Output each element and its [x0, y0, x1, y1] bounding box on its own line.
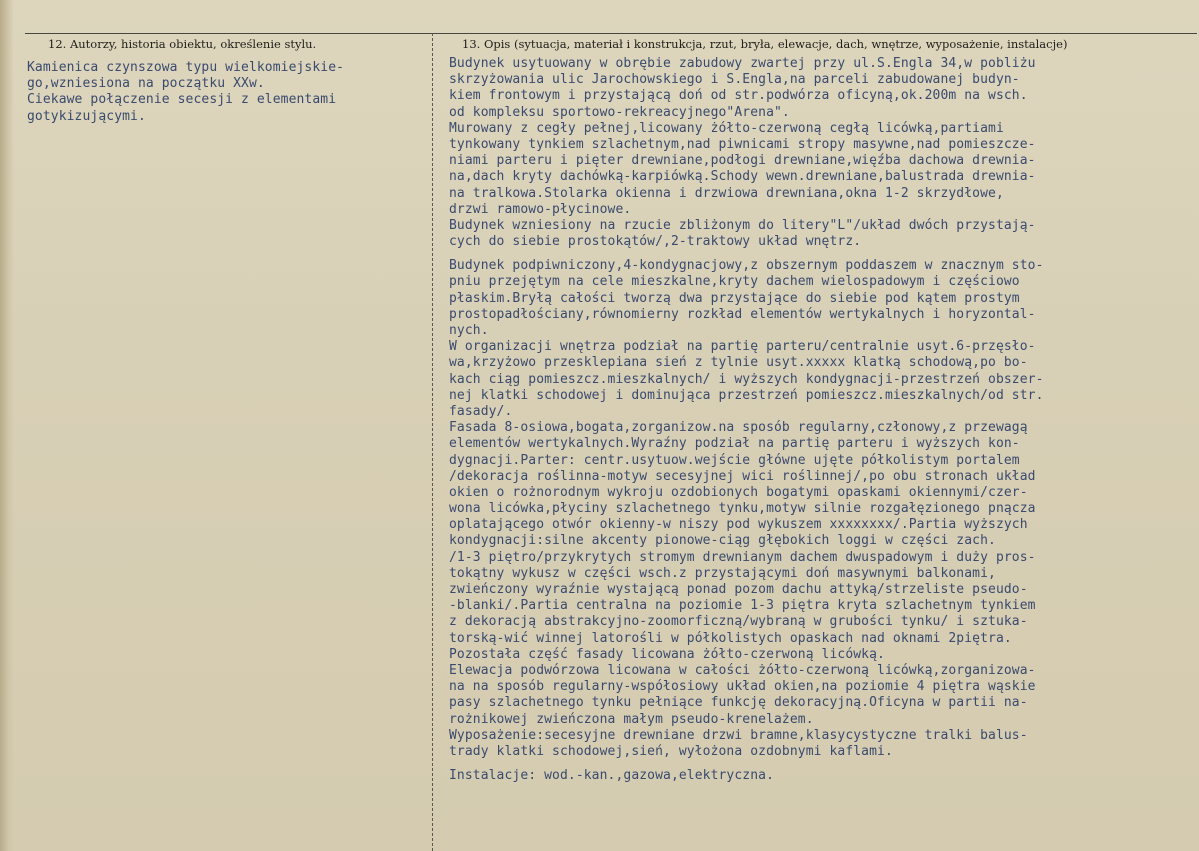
section-13-heading: 13. Opis (sytuacja, materiał i konstrukcja, rzut, bryła, elewacje, dach, wnętrze, wyposażenie, instalacje)	[462, 37, 1068, 51]
description-line: na tralkowa.Stolarka okienna i drzwiowa drewniana,okna 1-2 skrzydłowe,	[449, 185, 1004, 201]
description-line: -blanki/.Partia centralna na poziomie 1-3 piętra kryta szlachetnym tynkiem	[449, 598, 1036, 614]
description-line: kondygnacji:silne akcenty pionowe-ciąg głębokich loggi w części zach.	[449, 533, 996, 549]
description-line: Budynek usytuowany w obrębie zabudowy zwartej przy ul.S.Engla 34,w pobliżu	[449, 56, 1036, 71]
authors-history-line: Kamienica czynszowa typu wielkomiejskie-	[27, 60, 345, 75]
description-line: Elewacja podwórzowa licowana w całości żółto-czerwoną licówką,zorganizowa-	[449, 662, 1036, 678]
description-line: niami parteru i pięter drewniane,podłogi drewniane,więźba dachowa drewnia-	[449, 153, 1036, 169]
description-line	[449, 250, 1044, 258]
description-line: drzwi ramowo-płycinowe.	[449, 201, 632, 217]
authors-history-line: Ciekawe połączenie secesji z elementami	[27, 92, 337, 108]
description-line: wa,krzyżowo przesklepiana sień z tylnie usyt.xxxxx klatką schodową,po bo-	[449, 355, 1028, 371]
description-line: kiem frontowym i przystającą doń od str.podwórza oficyną,ok.200m na wsch.	[449, 88, 1028, 104]
description-line: na na sposób regularny-współosiowy układ okien,na poziomie 4 piętra wąskie	[449, 679, 1036, 695]
description-line: Budynek wzniesiony na rzucie zbliżonym do litery"L"/układ dwóch przystają-	[449, 217, 1036, 233]
description-line: dygnacji.Parter: centr.usytuow.wejście główne ujęte półkolistym portalem	[449, 452, 1020, 468]
section-13-text	[449, 56, 1044, 784]
description-line: tokątny wykusz w części wsch.z przystającymi doń masywnymi balkonami,	[449, 565, 996, 581]
description-line: z dekoracją abstrakcyjno-zoomorficzną/wybraną w grubości tynku/ i sztuka-	[449, 614, 1028, 630]
description-line: /1-3 piętro/przykrytych stromym drewnianym dachem dwuspadowym i duży pros-	[449, 549, 1036, 565]
authors-history-line: gotykizującymi.	[27, 108, 146, 124]
description-line: tynkowany tynkiem szlachetnym,nad piwnicami stropy masywne,nad pomieszcze-	[449, 136, 1036, 152]
description-line: trady klatki schodowej,sień, wyłożona ozdobnymi kaflami.	[449, 743, 893, 759]
description-line: oplatającego otwór okienny-w niszy pod wykuszem xxxxxxxx/.Partia wyższych	[449, 517, 1028, 533]
description-line: torską-wić winnej latorośli w półkolistych opaskach nad oknami 2piętra.	[449, 630, 1012, 646]
description-line: okien o rożnorodnym wykroju ozdobionych bogatymi opaskami okiennymi/czer-	[449, 484, 1028, 500]
description-line: rożnikowej zwieńczona małym pseudo-krenelażem.	[449, 711, 814, 727]
description-line: cych do siebie prostokątów/,2-traktowy układ wnętrz.	[449, 234, 862, 250]
description-line: pasy szlachetnego tynku pełniące funkcję dekoracyjną.Oficyna w partii na-	[449, 695, 1028, 711]
description-line: zwieńczony wyraźnie wystającą ponad pozom dachu attyką/strzeliste pseudo-	[449, 582, 1028, 597]
description-line: pniu przejętym na cele mieszkalne,kryty dachem wielospadowym i częściowo	[449, 274, 1020, 290]
description-line: /dekoracja roślinna-motyw secesyjnej wici roślinnej/,po obu stronach układ	[449, 468, 1036, 484]
description-line: Murowany z cegły pełnej,licowany żółto-czerwoną cegłą licówką,partiami	[449, 120, 1004, 136]
description-line: płaskim.Bryłą całości tworzą dwa przystające do siebie pod kątem prostym	[449, 290, 1020, 306]
authors-history-line: go,wzniesiona na początku XXw.	[27, 76, 265, 92]
page-edge-shadow	[0, 0, 14, 851]
description-line: nej klatki schodowej i dominująca przestrzeń pomieszcz.mieszkalnych/od str.	[449, 387, 1044, 403]
description-line: kach ciąg pomieszcz.mieszkalnych/ i wyższych kondygnacji-przestrzeń obszer-	[449, 371, 1044, 387]
description-line: W organizacji wnętrza podział na partię parteru/centralnie usyt.6-przęsło-	[449, 339, 1036, 355]
description-line: Budynek podpiwniczony,4-kondygnacjowy,z obszernym poddaszem w znacznym sto-	[449, 258, 1044, 274]
description-line	[449, 760, 1044, 768]
section-12-heading: 12. Autorzy, historia obiektu, określenie stylu.	[48, 37, 317, 51]
description-line: skrzyżowania ulic Jarochowskiego i S.Engla,na parceli zabudowanej budyn-	[449, 72, 1020, 88]
top-rule	[25, 33, 1197, 34]
description-line: Wyposażenie:secesyjne drewniane drzwi bramne,klasycystyczne tralki balus-	[449, 727, 1028, 743]
description-line: elementów wertykalnych.Wyraźny podział na partię parteru i wyższych kon-	[449, 436, 1020, 452]
description-line: fasady/.	[449, 403, 513, 419]
description-line: od kompleksu sportowo-rekreacyjnego"Arena".	[449, 104, 790, 120]
description-line: Instalacje: wod.-kan.,gazowa,elektryczna.	[449, 768, 774, 784]
description-line: na,dach kryty dachówką-karpiówką.Schody wewn.drewniane,balustrada drewnia-	[449, 169, 1036, 185]
description-line: Fasada 8-osiowa,bogata,zorganizow.na sposób regularny,członowy,z przewagą	[449, 420, 1028, 436]
description-line: wona licówka,płyciny szlachetnego tynku,motyw silnie rozgałęzionego pnącza	[449, 501, 1036, 517]
description-line: Pozostała część fasady licowana żółto-czerwoną licówką.	[449, 646, 885, 662]
description-line: nych.	[449, 323, 489, 338]
description-line: prostopadłościany,równomierny rozkład elementów wertykalnych i horyzontal-	[449, 306, 1036, 322]
section-12-text	[27, 60, 344, 125]
column-divider	[432, 33, 433, 851]
